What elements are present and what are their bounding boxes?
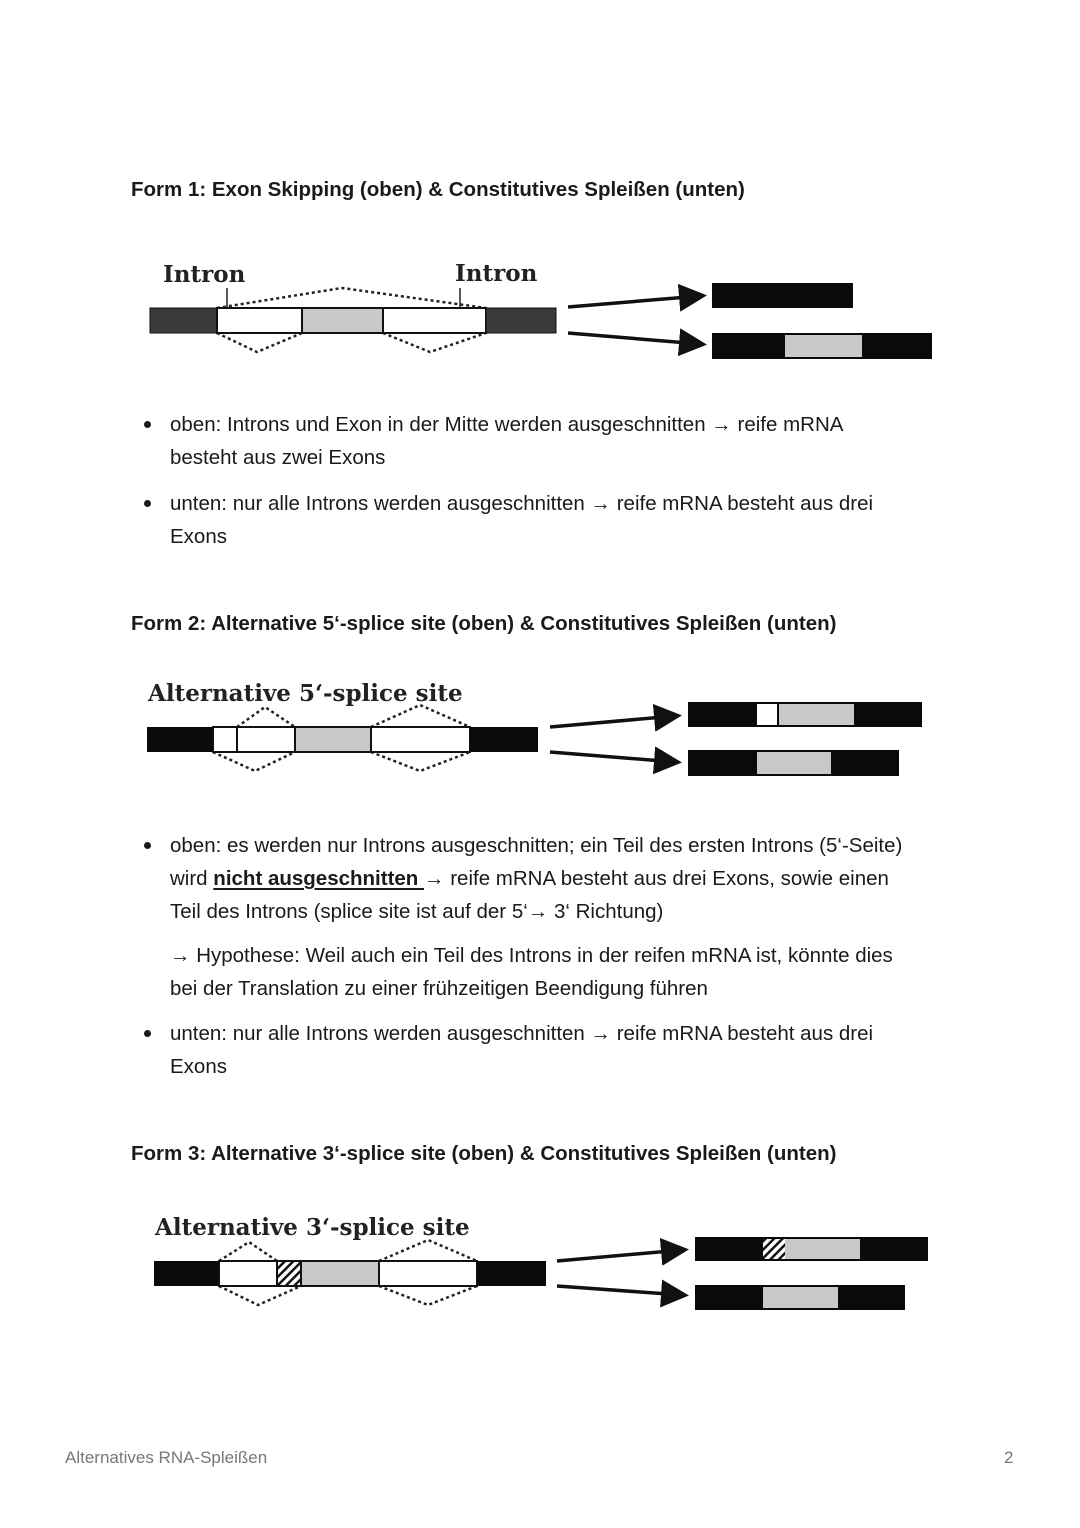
- alt3-label: Alternative 3‘-splice site: [155, 1214, 470, 1241]
- bullet-dot: [144, 842, 151, 849]
- diagram-alt-5-splice: [147, 680, 922, 776]
- text-line: Exons: [170, 525, 227, 548]
- text-line: Exons: [170, 1055, 227, 1078]
- alt5-label: Alternative 5‘-splice site: [148, 680, 463, 707]
- section-heading-form-2: Form 2: Alternative 5‘-splice site (oben) & Constitutives Spleißen (unten): [131, 612, 837, 635]
- bullet-form2-top: [170, 829, 990, 1005]
- text-line: Teil des Introns (splice site ist auf der 5‘→ 3‘ Richtung): [170, 900, 664, 923]
- text-line: oben: Introns und Exon in der Mitte werden ausgeschnitten → reife mRNA: [170, 413, 844, 436]
- text-segment: wird: [170, 867, 214, 890]
- text-line: [170, 862, 990, 895]
- text-line: unten: nur alle Introns werden ausgeschnitten → reife mRNA besteht aus drei: [170, 492, 874, 515]
- diagram-exon-skipping: [150, 260, 932, 359]
- text-line: oben: es werden nur Introns ausgeschnitten; ein Teil des ersten Introns (5‘-Seite): [170, 834, 903, 857]
- text-segment: → reife mRNA besteht aus drei Exons, sowie einen: [424, 867, 889, 890]
- bullet-dot: [144, 1030, 151, 1037]
- intron-label-2: Intron: [455, 260, 538, 287]
- hypothesis-line: → Hypothese: Weil auch ein Teil des Introns in der reifen mRNA ist, könnte dies: [170, 944, 893, 967]
- bullet-form2-bottom: [170, 1017, 990, 1083]
- bullet-dot: [144, 500, 151, 507]
- section-heading-form-1: Form 1: Exon Skipping (oben) & Constitutives Spleißen (unten): [131, 178, 745, 201]
- diagram-alt-3-splice: [154, 1214, 928, 1310]
- footer-title: Alternatives RNA-Spleißen: [65, 1448, 268, 1467]
- bullet-form1-top: [170, 408, 990, 474]
- hypothesis-line: bei der Translation zu einer frühzeitigen Beendigung führen: [170, 977, 708, 1000]
- bullet-form1-bottom: [170, 487, 990, 553]
- emphasis-not-cut: nicht ausgeschnitten: [213, 867, 425, 890]
- page-number: 2: [1004, 1448, 1014, 1467]
- text-line: besteht aus zwei Exons: [170, 446, 386, 469]
- intron-label-1: Intron: [163, 261, 246, 288]
- bullet-dot: [144, 421, 151, 428]
- section-heading-form-3: Form 3: Alternative 3‘-splice site (oben) & Constitutives Spleißen (unten): [131, 1142, 837, 1165]
- text-line: unten: nur alle Introns werden ausgeschnitten → reife mRNA besteht aus drei: [170, 1022, 874, 1045]
